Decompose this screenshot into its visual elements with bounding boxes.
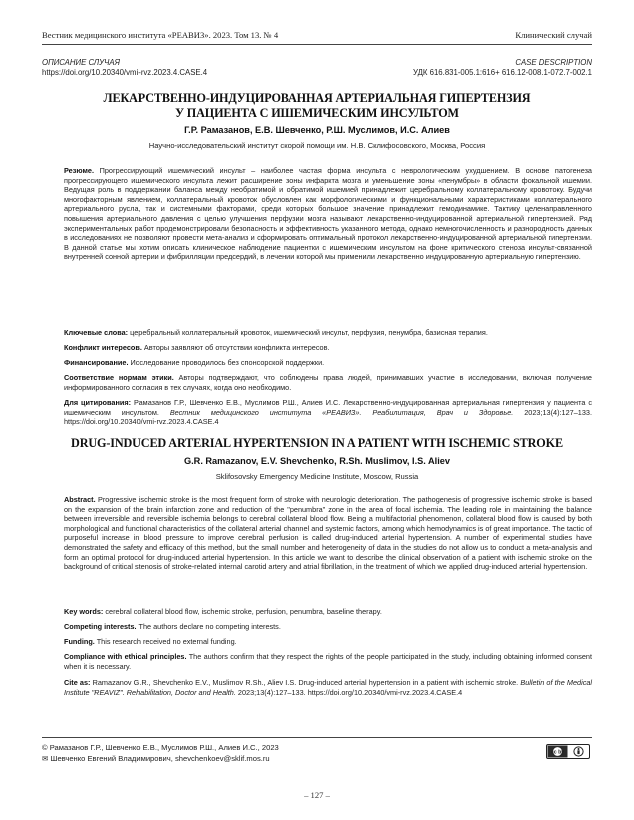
- ethics-en-text: The authors confirm that they respect the rights of the people participated in the study, including obtaining informed consent when it is necessary.: [64, 652, 592, 671]
- citation-ru-authors: Рамазанов Г.Р., Шевченко Е.В., Муслимов Р.Ш., Алиев И.С. Лекарственно-индуцированная артериальная гипертензия у пациента с ишемическим инсультом.: [64, 398, 592, 417]
- funding-ru-label: Финансирование.: [64, 358, 129, 367]
- abstract-ru-label: Резюме.: [64, 166, 94, 175]
- abstract-ru: [64, 166, 592, 262]
- ethics-en: [64, 652, 592, 671]
- journal-issue: Вестник медицинского института «РЕАВИЗ». 2023. Том 13. № 4: [42, 30, 279, 40]
- footer-rule: [42, 737, 592, 738]
- article-type-ru: ОПИСАНИЕ СЛУЧАЯ: [42, 58, 120, 67]
- authors-en: G.R. Ramazanov, E.V. Shevchenko, R.Sh. Muslimov, I.S. Aliev: [183, 456, 450, 466]
- abstract-en-label: Abstract.: [64, 495, 96, 504]
- header-rule: [42, 44, 592, 45]
- keywords-en: [64, 607, 592, 617]
- udk-code: УДК 616.831-005.1:616+ 616.12-008.1-072.7-002.1: [413, 68, 592, 77]
- abstract-ru-text: Прогрессирующий ишемический инсульт – наиболее частая форма инсульта с неврологическим ухудшением. В основе патогенеза прогрессирующего ишемического инсульта лежит расширение зоны инфаркта мозга и уменьшение зоны «пенумбры» в области фокальной ишемии. Ведущая роль в поддержании баланса между необратимой и обратимой ишемией принадлежит церебральному коллатеральному кровотоку. Будучи многофакторным явлением, коллатеральный кровоток обусловлен как морфологическими и функциональными характеристиками коллатерального артериального русла, так и системными факторами, среди которых большое значение принадлежит гемодинамике. Тактику целенаправленного повышения артериального давления с целью улучшения перфузии мозга называют лекарственно-индуцированной артериальной гипертензией. Ряд экспериментальных работ продемонстрировали безопасность и эффективность указанного метода, однако немногочисленность и разнородность данных в исследованиях не позволяют провести мета-анализ и сформировать оптимальный протокол лекарственно-индуцированной артериальной гипертензии. В данной статье мы хотим описать клиническое наблюдение пациентки с ишемическим инсультом на фоне критического стеноза инсульт-связанной внутренней сонной артерии и фибрилляции предсердий, в лечении которой мы применили лекарственно индуцированную артериальную гипертензию.: [64, 166, 592, 262]
- article-type-en: CASE DESCRIPTION: [515, 58, 592, 67]
- abstract-en: [64, 495, 592, 572]
- conflict-ru-label: Конфликт интересов.: [64, 343, 142, 352]
- funding-en: [64, 637, 592, 647]
- affiliation-ru: Научно-исследовательский институт скорой помощи им. Н.В. Склифосовского, Москва, Россия: [148, 141, 486, 150]
- conflict-en-text: The authors declare no competing interests.: [138, 622, 281, 631]
- envelope-icon: ✉: [42, 754, 49, 763]
- title-ru-line1: ЛЕКАРСТВЕННО-ИНДУЦИРОВАННАЯ АРТЕРИАЛЬНАЯ ГИПЕРТЕНЗИЯ: [103, 91, 531, 105]
- conflict-ru-text: Авторы заявляют об отсутствии конфликта интересов.: [143, 343, 330, 352]
- ethics-ru-text: Авторы подтверждают, что соблюдены права людей, принимавших участие в исследовании, включая получение информированного согласия в тех случаях, когда оно необходимо.: [64, 373, 592, 392]
- funding-en-label: Funding.: [64, 637, 95, 646]
- keywords-ru-label: Ключевые слова:: [64, 328, 129, 337]
- page-number: – 127 –: [304, 790, 330, 800]
- funding-ru: [64, 358, 592, 368]
- correspondence: [42, 754, 270, 765]
- section-name: Клинический случай: [515, 30, 592, 40]
- conflict-ru: [64, 343, 592, 353]
- abstract-en-text: Progressive ischemic stroke is the most frequent form of stroke with neurologic deterioration. The pathogenesis of progressive ischemic stroke is based on the expansion of the brain infarction zone and reduction of the "penumbra" zone in the area of focal ischemia. The leading role in maintaining the balance between irreversible and reversible ischemia belongs to cerebral collateral blood flow. Being a multifactorial phenomenon, collateral blood flow is caused by both morphological and functional characteristics of the collateral arterial channel and systemic factors, among which hemodynamics is of great importance. The tactic of purposeful increase in blood pressure to improve cerebral perfusion is called drug-induced arterial hypertension. A number of experimental studies have demonstrated the safety and efficacy of this method, but the small number and heterogeneity of data in the studies do not allow us to conduct a meta-analysis and form an optimal protocol for drug-induced arterial hypertension. In this article we want to describe the clinical observation of a patient with ischemic stroke on the background of critical stenosis of stroke-related internal carotid artery and atrial fibrillation, in the treatment of which we applied drug-induced arterial hypertension.: [64, 495, 593, 572]
- citation-ru-journal: Вестник медицинского института «РЕАВИЗ». Реабилитация, Врач и Здоровье.: [169, 407, 514, 417]
- citation-ru-label: Для цитирования:: [64, 398, 132, 407]
- keywords-en-text: cerebral collateral blood flow, ischemic stroke, perfusion, penumbra, baseline therapy.: [105, 607, 382, 616]
- doi-link[interactable]: https://doi.org/10.20340/vmi-rvz.2023.4.CASE.4: [42, 68, 208, 77]
- copyright: © Рамазанов Г.Р., Шевченко Е.В., Муслимов Р.Ш., Алиев И.С., 2023: [42, 743, 279, 752]
- citation-ru-doi[interactable]: 2023;13(4):127–133. https://doi.org/10.20340/vmi-rvz.2023.4.CASE.4: [64, 407, 592, 427]
- authors-ru: Г.Р. Рамазанов, Е.В. Шевченко, Р.Ш. Муслимов, И.С. Алиев: [184, 125, 450, 135]
- funding-ru-text: Исследование проводилось без спонсорской поддержки.: [130, 358, 325, 367]
- citation-en-doi[interactable]: 2023;13(4):127–133. https://doi.org/10.20340/vmi-rvz.2023.4.CASE.4: [237, 687, 463, 697]
- conflict-en-label: Competing interests.: [64, 622, 137, 631]
- citation-en-journal: Bulletin of the Medical Institute "REAVIZ". Rehabilitation, Doctor and Health.: [64, 678, 593, 697]
- keywords-ru-text: церебральный коллатеральный кровоток, ишемический инсульт, перфузия, пенумбра, базисная терапия.: [130, 328, 488, 337]
- citation-en: [64, 678, 592, 697]
- citation-en-authors: Ramazanov G.R., Shevchenko E.V., Muslimov R.Sh., Aliev I.S. Drug-induced arterial hypertension in a patient with ischemic stroke.: [92, 678, 519, 687]
- title-en: DRUG-INDUCED ARTERIAL HYPERTENSION IN A PATIENT WITH ISCHEMIC STROKE: [71, 436, 563, 450]
- citation-ru: [64, 398, 592, 427]
- funding-en-text: This research received no external funding.: [96, 637, 237, 646]
- ethics-ru: [64, 373, 592, 392]
- cc-by-license-icon[interactable]: [546, 744, 590, 759]
- title-ru-line2: У ПАЦИЕНТА С ИШЕМИЧЕСКИМ ИНСУЛЬТОМ: [175, 106, 459, 120]
- ethics-ru-label: Соответствие нормам этики.: [64, 373, 174, 382]
- ethics-en-label: Compliance with ethical principles.: [64, 652, 187, 661]
- affiliation-en: Sklifosovsky Emergency Medicine Institute, Moscow, Russia: [215, 472, 419, 481]
- conflict-en: [64, 622, 592, 632]
- citation-en-label: Cite as:: [64, 678, 91, 687]
- contact-text[interactable]: Шевченко Евгений Владимирович, shevchenkoev@sklif.mos.ru: [50, 754, 270, 763]
- keywords-en-label: Key words:: [64, 607, 104, 616]
- keywords-ru: [64, 328, 592, 338]
- cc-license-label: cc by: [550, 749, 565, 756]
